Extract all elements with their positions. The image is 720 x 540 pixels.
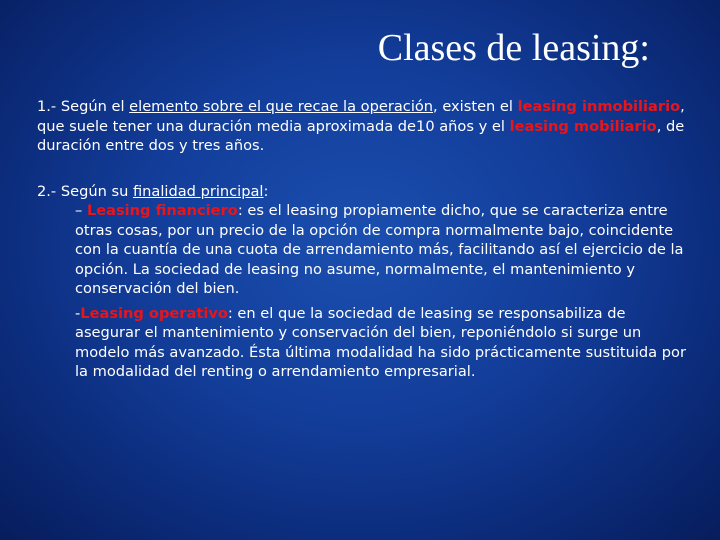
paragraph-2-colon: : (263, 182, 269, 200)
paragraph-1-text-1: , existen el (433, 98, 518, 115)
keyword-leasing-operativo: Leasing operativo (80, 304, 228, 322)
paragraph-1-text-2: , que suele tener una duración media aproximada de10 años y el (37, 98, 685, 135)
paragraph-1 (37, 97, 687, 156)
underlined-criterion-element: elemento sobre el que recae la operación (129, 98, 434, 115)
underlined-criterion-finalidad: finalidad principal (132, 182, 264, 200)
sub-item-1-dash: – (75, 202, 87, 219)
sub-item-2-text: : en el que la sociedad de leasing se responsabiliza de asegurar el mantenimiento y conservación del bien, reponiéndolo si surge un modelo más avanzado. Ésta última modalidad ha sido prácticamente sustituida por la modalidad del renting o arrendamiento empresarial. (75, 304, 686, 380)
paragraph-1-prefix: 1.- Según el (37, 98, 130, 115)
sub-item-2-dash: - (75, 304, 81, 322)
slide-body (37, 97, 687, 382)
paragraph-1-text-3: , de duración entre dos y tres años. (37, 117, 685, 154)
keyword-leasing-financiero: Leasing financiero (86, 202, 238, 219)
paragraph-2-heading (37, 182, 687, 202)
keyword-leasing-inmobiliario: leasing inmobiliario (517, 98, 681, 115)
paragraph-2 (37, 182, 687, 382)
sub-item-leasing-financiero (75, 201, 687, 299)
paragraph-2-prefix: 2.- Según su (37, 182, 133, 200)
keyword-leasing-mobiliario: leasing mobiliario (509, 117, 657, 135)
sub-item-leasing-operativo (75, 304, 687, 382)
sub-item-1-text: : es el leasing propiamente dicho, que se caracteriza entre otras cosas, por un precio de la opción de compra normalmente bajo, coincidente con la cuantía de una cuota de arrendamiento más, facilitando así el ejercicio de la opción. La sociedad de leasing no asume, normalmente, el mantenimiento y conservación del bien. (75, 202, 684, 297)
slide-title: Clases de leasing: (377, 27, 650, 69)
